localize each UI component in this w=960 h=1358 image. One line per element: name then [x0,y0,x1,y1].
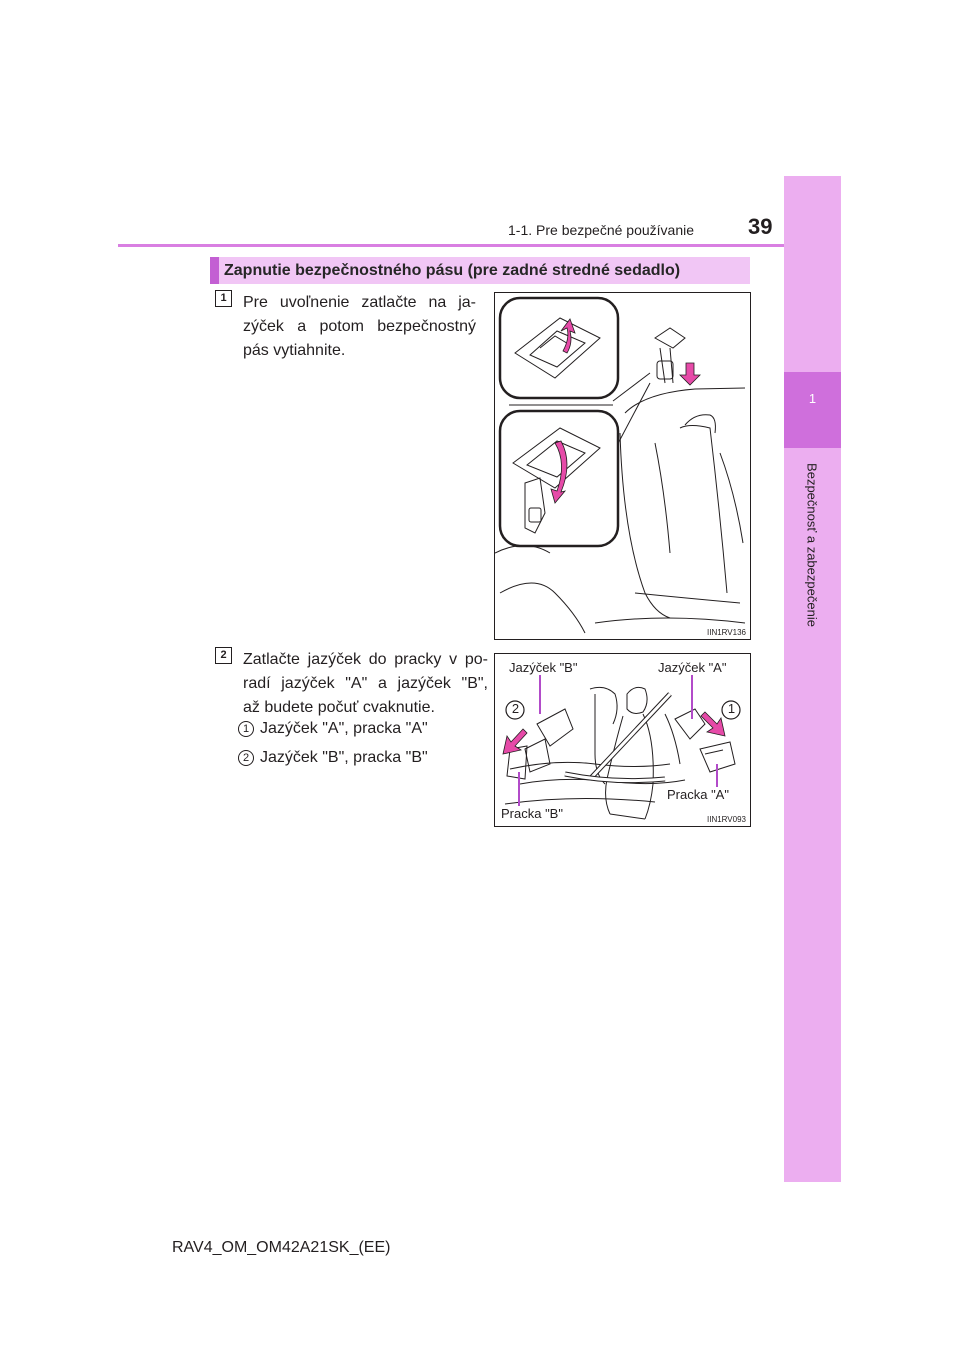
callout-top [500,298,618,398]
step-1-line-2: zýček a potom bezpečnostný [243,318,476,335]
step-2-line-1: Zatlačte jazýček do pracky v po- [243,651,488,668]
page-number: 39 [748,214,773,239]
step-2-line-3: až budete počuť cvaknutie. [243,699,435,716]
label-tongue-a: Jazýček "A" [658,660,727,675]
section-title-accent [210,257,219,284]
figure-seatbelt-release [494,292,751,640]
figure-seatbelt-buckle [494,653,751,827]
step-2-number: 2 [215,647,232,664]
header-section-title: 1-1. Pre bezpečné používanie [508,222,695,238]
label-buckle-a: Pracka "A" [667,787,729,802]
marker-2-number: 2 [511,701,520,716]
section-title: Zapnutie bezpečnostného pásu (pre zadné stredné sedadlo) [224,262,681,279]
down-arrow-icon [680,363,700,385]
item-2-number: 2 [238,750,254,766]
chapter-tab-marker [784,372,841,448]
step-2-line-2: radí jazýček "A" a jazýček "B", [243,675,488,692]
label-tongue-b: Jazýček "B" [509,660,578,675]
chapter-title: Bezpečnosť a zabezpečenie [804,463,820,627]
footer-document-code: RAV4_OM_OM42A21SK_(EE) [172,1239,391,1256]
callout-bottom [500,411,618,546]
step-1-line-1: Pre uvoľnenie zatlačte na ja- [243,294,476,311]
item-1-number: 1 [238,721,254,737]
arrow-b-icon [503,729,527,754]
chapter-tab [784,176,841,1182]
step-1-number: 1 [215,290,232,307]
item-2-text: Jazýček "B", pracka "B" [260,749,428,766]
chapter-number: 1 [808,391,817,406]
item-1-text: Jazýček "A", pracka "A" [260,720,428,737]
figure-2-code: IIN1RV093 [707,815,746,824]
header-rule [118,244,784,247]
label-buckle-b: Pracka "B" [501,806,563,821]
figure-1-code: IIN1RV136 [707,628,746,637]
figure-seatbelt-release-illustration [495,293,750,639]
marker-1-number: 1 [727,701,736,716]
step-2-text [243,648,488,720]
step-1-text [243,291,476,363]
step-1-line-3: pás vytiahnite. [243,342,346,359]
